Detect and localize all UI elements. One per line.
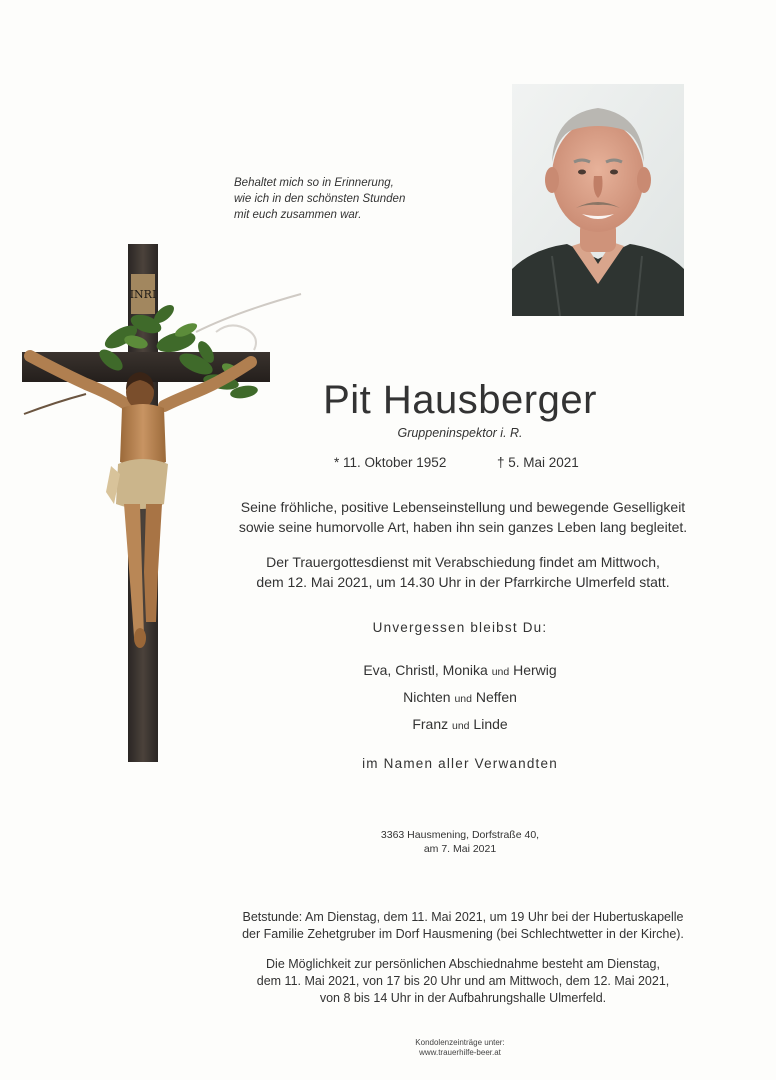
- farewell-line: Die Möglichkeit zur persönlichen Abschiednahme besteht am Dienstag,: [266, 957, 660, 971]
- birth-date: * 11. Oktober 1952: [334, 455, 447, 470]
- date-line: am 7. Mai 2021: [423, 843, 497, 855]
- mourner-names: Nichten: [403, 689, 451, 705]
- deceased-name: Pit Hausberger: [323, 378, 597, 422]
- betstunde-line: der Familie Zehetgruber im Dorf Hausmening (bei Schlechtwetter in der Kirche).: [242, 927, 684, 941]
- mourner-names: Franz: [412, 716, 449, 732]
- memorial-motto: [234, 175, 474, 223]
- und-connector: und: [452, 720, 470, 732]
- mourner-line: [300, 713, 620, 740]
- betstunde-paragraph: [180, 909, 746, 943]
- motto-line: mit euch zusammen war.: [234, 209, 362, 221]
- place-date: [300, 828, 620, 856]
- tribute-line: Seine fröhliche, positive Lebenseinstellung und bewegende Geselligkeit: [240, 499, 686, 515]
- farewell-paragraph: [180, 956, 746, 1007]
- farewell-line: von 8 bis 14 Uhr in der Aufbahrungshalle Ulmerfeld.: [319, 991, 607, 1005]
- service-line: Der Trauergottesdienst mit Verabschiedung findet am Mittwoch,: [266, 554, 660, 570]
- condolence-footer: [300, 1038, 620, 1058]
- deceased-rank: Gruppeninspektor i. R.: [397, 426, 523, 440]
- service-paragraph: [200, 552, 726, 592]
- betstunde-line: Betstunde: Am Dienstag, dem 11. Mai 2021, um 19 Uhr bei der Hubertuskapelle: [242, 910, 684, 924]
- mourner-names: Neffen: [475, 689, 517, 705]
- farewell-line: dem 11. Mai 2021, von 17 bis 20 Uhr und am Mittwoch, dem 12. Mai 2021,: [256, 974, 670, 988]
- mourner-names: Eva, Christl, Monika: [363, 662, 488, 678]
- motto-line: Behaltet mich so in Erinnerung,: [234, 177, 394, 189]
- mourner-names: Linde: [473, 716, 508, 732]
- und-connector: und: [491, 666, 510, 678]
- mourner-names: Herwig: [513, 662, 557, 678]
- service-line: dem 12. Mai 2021, um 14.30 Uhr in der Pfarrkirche Ulmerfeld statt.: [256, 574, 670, 590]
- motto-line: wie ich in den schönsten Stunden: [234, 193, 406, 205]
- portrait-photo: [512, 84, 684, 316]
- tribute-line: sowie seine humorvolle Art, haben ihn sein ganzes Leben lang begleitet.: [238, 519, 688, 535]
- und-connector: und: [454, 693, 472, 705]
- mourners-list: [300, 659, 620, 740]
- condolence-url[interactable]: www.trauerhilfe-beer.at: [419, 1048, 501, 1057]
- condolence-label: Kondolenzeinträge unter:: [415, 1038, 505, 1047]
- family-closing: im Namen aller Verwandten: [362, 756, 558, 771]
- death-date: † 5. Mai 2021: [497, 455, 579, 470]
- place-line: 3363 Hausmening, Dorfstraße 40,: [380, 829, 540, 841]
- mourner-line: [300, 686, 620, 713]
- unvergessen-heading: Unvergessen bleibst Du:: [372, 620, 548, 635]
- mourner-line: [300, 659, 620, 686]
- tribute-paragraph: [200, 497, 726, 537]
- inri-plaque: INRI: [129, 288, 157, 301]
